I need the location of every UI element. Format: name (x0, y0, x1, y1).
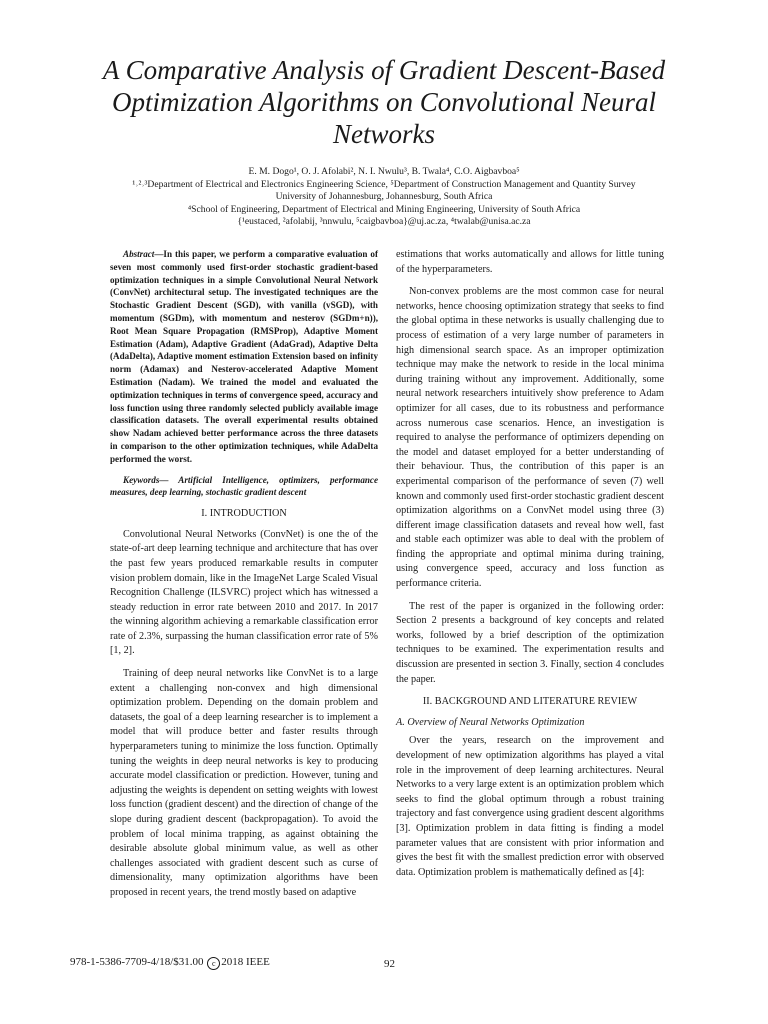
paragraph: Non-convex problems are the most common case for neural networks, hence choosing optimization strategy that seeks to find the global optima in these networks is usually challenging due to process of estimation of a very large number of parameters in high dimensional search space. As an improper optimization technique may make the network to reside in the local minima during training without any improvement. Additionally, some neural network researchers intuitively show preference to Adam optimizer for all cases, due to its robustness and performance across numerous case scenarios. Hence, an investigation is required to analyse the performance of optimizers depending on the model and dataset employed for a better understanding of their behaviour. Thus, the contribution of this paper is an experimental comparison of the performance of seven (7) well known and commonly used first-order stochastic gradient descent optimization algorithms on a ConvNet model using three (3) different image classification datasets and reveal how well, fast and stable each optimizer was able to deal with the problem of finding the appropriate and optimal minima during training, using convergence speed, accuracy and loss function as performance criteria. (396, 286, 664, 590)
paragraph: Convolutional Neural Networks (ConvNet) is one the of the state-of-art deep learning technique and architecture that has over the past few years produced remarkable results in computer vision problem domain, like in the ImageNet Large Scaled Visual Recognition Challenge (ILSVRC) project which has witnessed a steady reduction in error rate between 2010 and 2017. In 2017 the winning algorithm achieving a remarkable classification error rate of 2.3%, surpassing the human classification error rate of 5% [1, 2]. (110, 528, 378, 657)
left-column (110, 248, 378, 909)
footer-copyright (70, 956, 270, 970)
paper-title: A Comparative Analysis of Gradient Descent-Based Optimization Algorithms on Convolutional Neural Networks (102, 55, 666, 149)
paragraph: Over the years, research on the improvement and development of new optimization algorithms has played a vital role in the improvement of deep learning architectures. Neural Networks to a very large extent is an optimization problem which seeks to find the global optimum through a robust training trajectory and fast convergence using gradient descent algorithms [3]. Optimization problem in data fitting is finding a model parameter values that are consistent with prior information and gives the best fit with the smallest prediction error with observed data. Optimization problem is mathematically defined as [4]: (396, 735, 664, 878)
paragraph: estimations that works automatically and allows for little tuning of the hyperparameters. (396, 249, 664, 275)
abstract (110, 248, 378, 466)
right-column (396, 248, 664, 888)
abstract-text: —In this paper, we perform a comparative evaluation of seven most commonly used first-order stochastic gradient-based optimization techniques in a simple Convolutional Neural Network (ConvNet) architectural setup. The investigated techniques are the Stochastic Gradient Descent (SGD), with vanilla (vSGD), with momentum (SGDm), with momentum and nesterov (SGDm+n)), Root Mean Square Propagation (RMSProp), Adaptive Moment Estimation (Adam), Adaptive Gradient (AdaGrad), Adaptive Delta (AdaDelta), Adaptive moment estimation Extension based on infinity norm (Adamax) and Nesterov-accelerated Adaptive Moment Estimation (Nadam). We trained the model and evaluated the optimization techniques in terms of convergence speed, accuracy and loss function using three randomly selected publicly available image classification datasets. The overall experimental results obtained show Nadam achieved better performance across the three datasets in comparison to the other optimization techniques, while AdaDelta performed the worst. (110, 249, 378, 464)
footer-isbn: 978-1-5386-7709-4/18/$31.00 (70, 956, 207, 968)
affiliation-line: University of Johannesburg, Johannesburg, South Africa (275, 191, 493, 202)
author-names: E. M. Dogo¹, O. J. Afolabi², N. I. Nwulu³, B. Twala⁴, C.O. Aigbavboa⁵ (248, 166, 520, 177)
copyright-icon: c (207, 957, 220, 970)
section-heading-background: II. BACKGROUND AND LITERATURE REVIEW (422, 696, 638, 708)
keywords: Keywords— Artificial Intelligence, optimizers, performance measures, deep learning, stochastic gradient descent (110, 474, 378, 498)
affiliation-line: ¹˒²˒³Department of Electrical and Electronics Engineering Science, ⁵Department of Construction Management and Quantity Survey (132, 178, 636, 190)
author-emails: {¹eustaced, ²afolabij, ³nnwulu, ⁵caigbavboa}@uj.ac.za, ⁴twalab@unisa.ac.za (237, 216, 531, 227)
abstract-label: Abstract (123, 249, 155, 259)
subsection-heading-overview: A. Overview of Neural Networks Optimization (396, 716, 585, 728)
paragraph: Training of deep neural networks like ConvNet is to a large extent a challenging non-convex and high dimensional optimization problem. Depending on the domain problem and datasets, the goal of a deep learning researcher is to implement a model that will produce better and faster results through hyperparameters tuning to minimize the loss function. Optimally tuning the weights in deep neural networks is key to producing accurate model classification or prediction. However, tuning and adjusting the weights is dependent on setting weights with lowest loss function (gradient descent) and the direction of change of the slope during gradient descent (backpropagation). To avoid the problem of local minima trapping, as against obtaining the desirable absolute global minimum value, as well as other challenges associated with gradient descent such as curse of dimensionality, many optimization algorithms have been proposed in recent years, the trend mostly based on adaptive (110, 668, 378, 898)
author-block (90, 166, 678, 229)
footer-year: 2018 IEEE (221, 956, 270, 968)
affiliation-line: ⁴School of Engineering, Department of Electrical and Mining Engineering, University of South Africa (187, 203, 581, 215)
paragraph: The rest of the paper is organized in the following order: Section 2 presents a background of key concepts and related works, followed by a brief description of the optimization techniques to be examined. The experimentation results and discussion are presented in section 3. Finally, section 4 concludes the paper. (396, 600, 664, 685)
section-heading-introduction: I. INTRODUCTION (201, 508, 287, 520)
page-number: 92 (384, 958, 395, 970)
